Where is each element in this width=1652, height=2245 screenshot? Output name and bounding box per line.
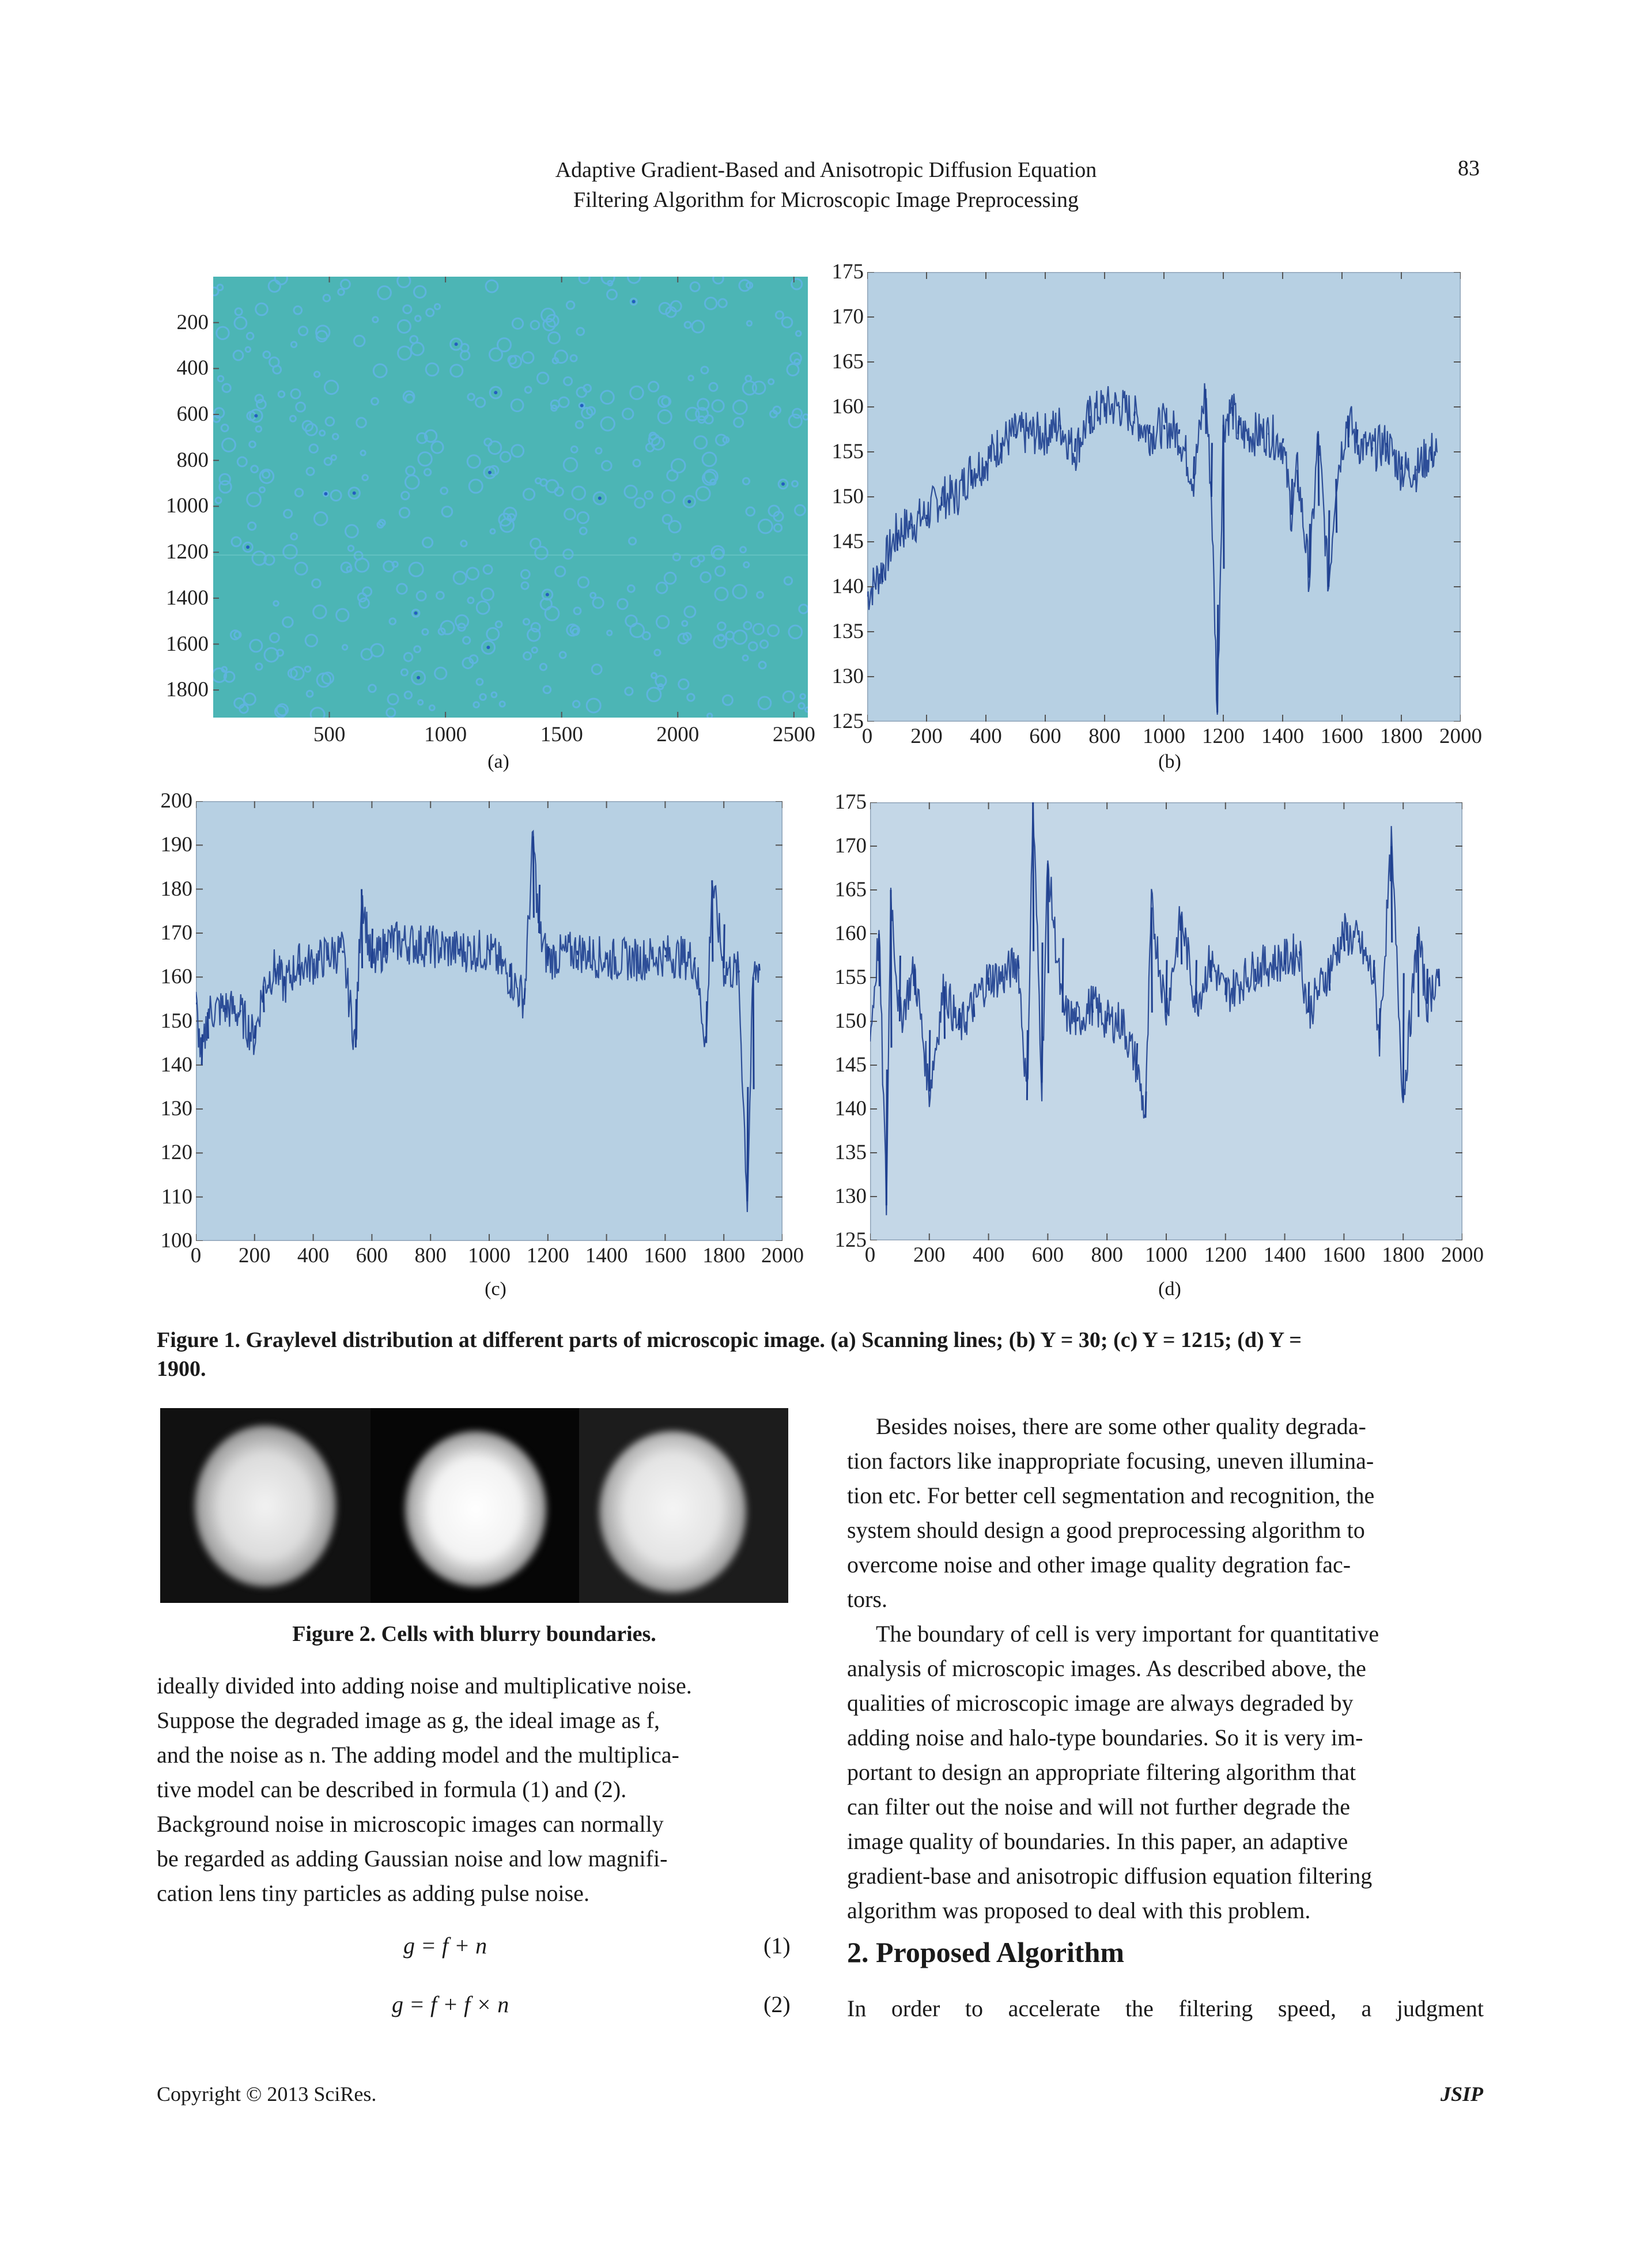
text-line: ideally divided into adding noise and multiplicative noise. — [157, 1673, 692, 1699]
tick-label: 170 — [160, 920, 192, 945]
tick-label: 175 — [834, 790, 867, 814]
text-line: tion etc. For better cell segmentation and recognition, the — [847, 1482, 1375, 1508]
text-line: system should design a good preprocessing algorithm to — [847, 1517, 1365, 1543]
tick-label: 130 — [834, 1184, 867, 1208]
page-number: 83 — [1458, 156, 1480, 180]
tick-label: 1000 — [424, 723, 467, 746]
text-line: Besides noises, there are some other quality degrada- — [876, 1413, 1366, 1439]
footer-journal: JSIP — [1441, 2082, 1484, 2106]
tick-label: 170 — [831, 305, 864, 329]
tick-label: 400 — [970, 725, 1002, 748]
equation-2-number: (2) — [763, 1991, 791, 2017]
equation-1-number: (1) — [763, 1933, 791, 1959]
tick-label: 2000 — [1439, 725, 1482, 748]
tick-label: 400 — [972, 1243, 1005, 1267]
line-chart-d — [870, 802, 1462, 1240]
tick-label: 135 — [834, 1141, 867, 1164]
tick-label: 1000 — [166, 494, 209, 518]
equation-1: g = f + n — [403, 1933, 487, 1959]
tick-label: 200 — [913, 1243, 946, 1267]
tick-label: 800 — [1088, 725, 1121, 748]
tick-label: 125 — [834, 1228, 867, 1252]
tick-label: 175 — [831, 260, 864, 284]
text-line: Background noise in microscopic images can normally — [157, 1811, 664, 1837]
cell-image-2 — [371, 1408, 579, 1603]
tick-label: 190 — [160, 833, 192, 857]
running-title-line2: Filtering Algorithm for Microscopic Image Preprocessing — [573, 188, 1079, 212]
paragraph-1 — [847, 1409, 1484, 1617]
tick-label: 165 — [831, 350, 864, 373]
text-line: tive model can be described in formula (1) and (2). — [157, 1776, 627, 1802]
text-line: cation lens tiny particles as adding pulse noise. — [157, 1880, 589, 1906]
text-line: and the noise as n. The adding model and the multiplica- — [157, 1742, 679, 1768]
tick-label: 1400 — [166, 586, 209, 610]
tick-label: 1200 — [166, 540, 209, 564]
text-line: The boundary of cell is very important for quantitative — [876, 1621, 1379, 1647]
tick-label: 130 — [831, 665, 864, 688]
tick-label: 1800 — [1380, 725, 1423, 748]
tick-label: 1400 — [1261, 725, 1304, 748]
cell-image-3 — [579, 1408, 788, 1603]
left-column-paragraph — [157, 1669, 791, 1911]
section-heading: 2. Proposed Algorithm — [847, 1936, 1125, 1968]
tick-label: 2000 — [656, 723, 700, 746]
tick-label: 100 — [160, 1229, 192, 1252]
tick-label: 1400 — [585, 1244, 628, 1267]
panel-label-d: (d) — [1158, 1278, 1181, 1300]
tick-label: 600 — [1031, 1243, 1064, 1267]
figure-2-image — [160, 1408, 788, 1603]
tick-label: 170 — [834, 834, 867, 858]
figure-1-caption-line2: 1900. — [157, 1357, 206, 1381]
tick-label: 2000 — [761, 1244, 804, 1267]
tick-label: 1800 — [1382, 1243, 1425, 1267]
figure-2-caption: Figure 2. Cells with blurry boundaries. — [292, 1622, 656, 1646]
text-line: analysis of microscopic images. As described above, the — [847, 1655, 1366, 1681]
tick-label: 1200 — [526, 1244, 569, 1267]
tick-label: 1200 — [1202, 725, 1245, 748]
tick-label: 200 — [160, 789, 192, 813]
line-chart-c — [196, 801, 782, 1241]
tick-label: 800 — [176, 448, 209, 472]
tick-label: 1800 — [702, 1244, 746, 1267]
tick-label: 120 — [160, 1141, 192, 1165]
tick-label: 2500 — [772, 723, 815, 746]
figure-1-caption — [157, 1326, 1482, 1383]
tick-label: 400 — [297, 1244, 330, 1267]
equation-2: g = f + f × n — [392, 1991, 509, 2017]
tick-label: 130 — [160, 1097, 192, 1121]
tick-label: 145 — [831, 530, 864, 553]
tick-label: 200 — [910, 725, 943, 748]
tick-label: 200 — [176, 310, 209, 334]
tick-label: 160 — [831, 395, 864, 418]
tick-label: 500 — [313, 723, 346, 746]
text-line: qualities of microscopic image are always degraded by — [847, 1690, 1354, 1716]
tick-label: 145 — [834, 1053, 867, 1077]
tick-label: 140 — [834, 1097, 867, 1120]
tick-label: 150 — [831, 485, 864, 508]
tick-label: 135 — [831, 620, 864, 643]
tick-label: 180 — [160, 877, 192, 901]
text-line: algorithm was proposed to deal with this problem. — [847, 1897, 1311, 1923]
tick-label: 600 — [1029, 725, 1061, 748]
tick-label: 800 — [1091, 1243, 1123, 1267]
right-column-text — [847, 1409, 1484, 1928]
tick-label: 160 — [160, 965, 192, 989]
tick-label: 140 — [160, 1052, 192, 1077]
tick-label: 155 — [831, 440, 864, 463]
tick-label: 150 — [834, 1009, 867, 1033]
tick-label: 1600 — [166, 632, 209, 656]
tick-label: 600 — [176, 402, 209, 427]
tick-label: 1600 — [644, 1244, 687, 1267]
text-line: gradient-base and anisotropic diffusion equation filtering — [847, 1863, 1373, 1889]
tick-label: 110 — [161, 1184, 192, 1209]
heatmap-plot — [213, 277, 808, 718]
tick-label: 2000 — [1441, 1243, 1484, 1267]
text-line: tion factors like inappropriate focusing, uneven illumina- — [847, 1448, 1374, 1474]
paragraph-3: In order to accelerate the filtering speed, a judgment — [847, 1995, 1484, 2021]
tick-label: 0 — [861, 725, 873, 748]
tick-label: 1600 — [1321, 725, 1363, 748]
tick-label: 150 — [160, 1009, 192, 1033]
tick-label: 160 — [834, 922, 867, 945]
tick-label: 140 — [831, 575, 864, 598]
tick-label: 125 — [831, 710, 864, 733]
text-line: overcome noise and other image quality degration fac- — [847, 1552, 1351, 1578]
text-line: be regarded as adding Gaussian noise and low magnifi- — [157, 1846, 668, 1872]
tick-label: 0 — [864, 1243, 876, 1267]
tick-label: 1200 — [1204, 1243, 1247, 1267]
paragraph-2 — [847, 1617, 1484, 1928]
tick-label: 0 — [190, 1244, 202, 1267]
tick-label: 1500 — [540, 723, 583, 746]
tick-label: 1800 — [166, 678, 209, 702]
tick-label: 800 — [414, 1244, 447, 1267]
line-chart-b — [867, 272, 1461, 722]
tick-label: 1400 — [1263, 1243, 1306, 1267]
tick-label: 400 — [176, 356, 209, 380]
text-line: tors. — [847, 1586, 887, 1612]
tick-label: 200 — [239, 1244, 271, 1267]
tick-label: 1000 — [468, 1244, 511, 1267]
panel-label-c: (c) — [485, 1278, 506, 1300]
tick-label: 1600 — [1322, 1243, 1366, 1267]
tick-label: 165 — [834, 878, 867, 901]
tick-label: 155 — [834, 965, 867, 989]
cell-image-1 — [160, 1408, 371, 1603]
text-line: Suppose the degraded image as g, the ideal image as f, — [157, 1707, 660, 1733]
figure-1-caption-line1: Figure 1. Graylevel distribution at different parts of microscopic image. (a) Scanning lines; (b) Y = 30; (c) Y = 1215; (d) Y = — [157, 1328, 1302, 1352]
panel-label-b: (b) — [1158, 751, 1181, 772]
text-line: adding noise and halo-type boundaries. So it is very im- — [847, 1725, 1363, 1750]
footer-copyright: Copyright © 2013 SciRes. — [157, 2082, 377, 2106]
tick-label: 1000 — [1145, 1243, 1188, 1267]
text-line: can filter out the noise and will not further degrade the — [847, 1794, 1351, 1820]
tick-label: 1000 — [1143, 725, 1185, 748]
panel-label-a: (a) — [487, 751, 509, 772]
text-line: portant to design an appropriate filtering algorithm that — [847, 1759, 1356, 1785]
running-title-line1: Adaptive Gradient-Based and Anisotropic Diffusion Equation — [555, 158, 1097, 182]
tick-label: 600 — [356, 1244, 388, 1267]
text-line: image quality of boundaries. In this paper, an adaptive — [847, 1828, 1348, 1854]
